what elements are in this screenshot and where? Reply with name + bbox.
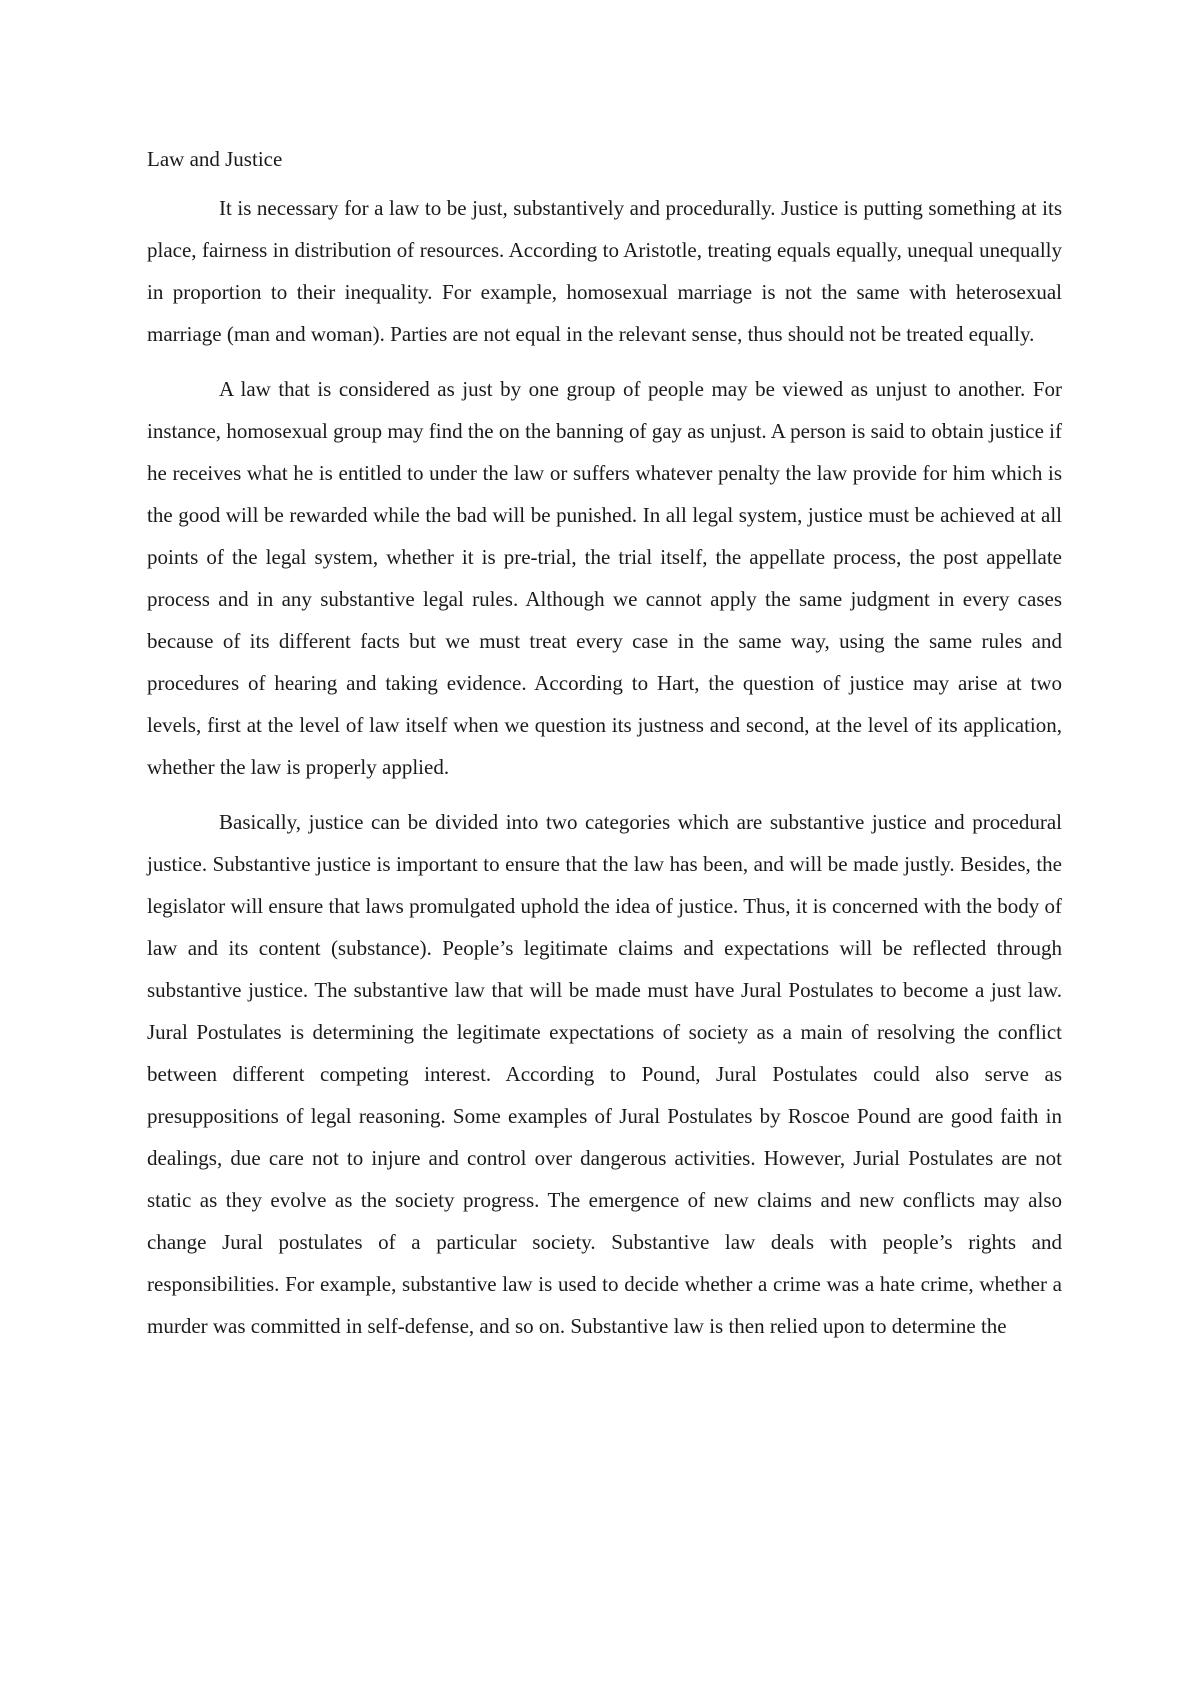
paragraph-3: Basically, justice can be divided into two categories which are substantive justice and procedural justice. Substantive justice is important to ensure that the law has been, and will be made justly. Besides, the legislator will ensure that laws promulgated uphold the idea of justice. Thus, it is concerned with the body of law and its content (substance). People’s legitimate claims and expectations will be reflected through substantive justice. The substantive law that will be made must have Jural Postulates to become a just law. Jural Postulates is determining the legitimate expectations of society as a main of resolving the conflict between different competing interest. According to Pound, Jural Postulates could also serve as presuppositions of legal reasoning. Some examples of Jural Postulates by Roscoe Pound are good faith in dealings, due care not to injure and control over dangerous activities. However, Jurial Postulates are not static as they evolve as the society progress. The emergence of new claims and new conflicts may also change Jural postulates of a particular society. Substantive law deals with people’s rights and responsibilities. For example, substantive law is used to decide whether a crime was a hate crime, whether a murder was committed in self-defense, and so on. Substantive law is then relied upon to determine the — [147, 810, 1062, 1338]
document-body — [147, 144, 1062, 1360]
document-title: Law and Justice — [147, 147, 283, 171]
paragraph-2: A law that is considered as just by one group of people may be viewed as unjust to another. For instance, homosexual group may find the on the banning of gay as unjust. A person is said to obtain justice if he receives what he is entitled to under the law or suffers whatever penalty the law provide for him which is the good will be rewarded while the bad will be punished. In all legal system, justice must be achieved at all points of the legal system, whether it is pre-trial, the trial itself, the appellate process, the post appellate process and in any substantive legal rules. Although we cannot apply the same judgment in every cases because of its different facts but we must treat every case in the same way, using the same rules and procedures of hearing and taking evidence. According to Hart, the question of justice may arise at two levels, first at the level of law itself when we question its justness and second, at the level of its application, whether the law is properly applied. — [147, 377, 1062, 779]
paragraph-1: It is necessary for a law to be just, substantively and procedurally. Justice is putting something at its place, fairness in distribution of resources. According to Aristotle, treating equals equally, unequal unequally in proportion to their inequality. For example, homosexual marriage is not the same with heterosexual marriage (man and woman). Parties are not equal in the relevant sense, thus should not be treated equally. — [147, 196, 1062, 346]
